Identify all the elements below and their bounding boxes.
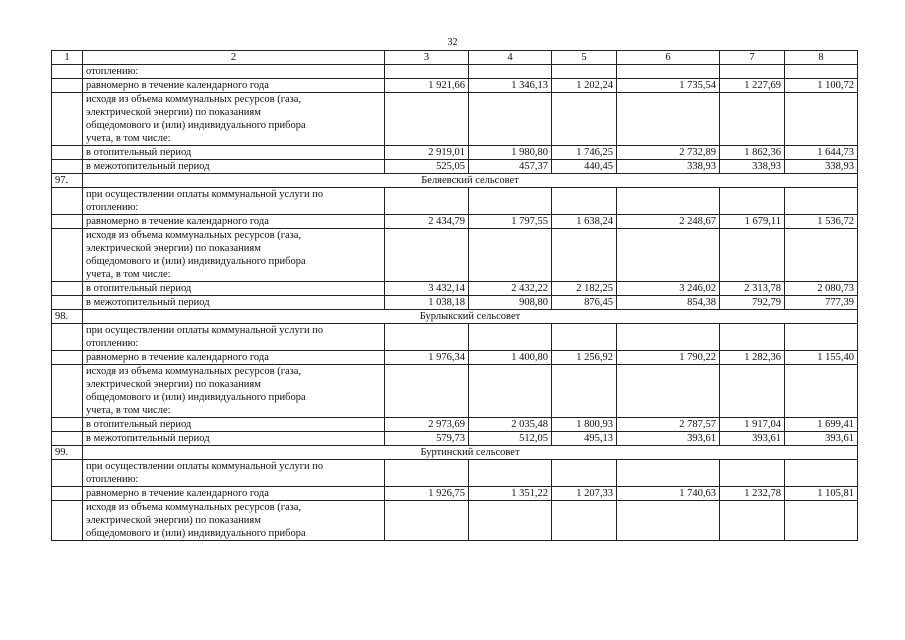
value-cell: 1 638,24 xyxy=(552,215,617,229)
index-cell xyxy=(52,365,83,418)
value-cell: 908,80 xyxy=(469,296,552,310)
description-cell xyxy=(83,460,385,487)
value-cell: 338,93 xyxy=(617,160,720,174)
value-cell: 512,05 xyxy=(469,432,552,446)
description-line: отоплению: xyxy=(86,474,139,485)
value-cell: 1 862,36 xyxy=(720,146,785,160)
value-cell: 2 080,73 xyxy=(785,282,858,296)
value-cell: 2 182,25 xyxy=(552,282,617,296)
description-line: учета, в том числе: xyxy=(86,133,171,144)
description-text: в межотопительный период xyxy=(86,297,210,308)
value-cell: 1 917,04 xyxy=(720,418,785,432)
value-cell xyxy=(552,501,617,541)
header-row xyxy=(52,51,858,65)
value-cell: 1 232,78 xyxy=(720,487,785,501)
description-line: электрической энергии) по показаниям xyxy=(86,107,261,118)
value-cell: 1 038,18 xyxy=(385,296,469,310)
table-body xyxy=(52,51,858,541)
value-cell: 2 787,57 xyxy=(617,418,720,432)
value-cell xyxy=(469,229,552,282)
value-cell xyxy=(785,229,858,282)
table-row xyxy=(52,65,858,79)
value-cell: 495,13 xyxy=(552,432,617,446)
description-cell xyxy=(83,65,385,79)
description-cell xyxy=(83,79,385,93)
value-cell: 3 432,14 xyxy=(385,282,469,296)
value-cell: 1 976,34 xyxy=(385,351,469,365)
value-cell xyxy=(469,188,552,215)
description-text: равномерно в течение календарного года xyxy=(86,216,269,227)
value-cell: 1 790,22 xyxy=(617,351,720,365)
section-title: Беляевский сельсовет xyxy=(83,174,858,188)
index-cell xyxy=(52,229,83,282)
description-line: электрической энергии) по показаниям xyxy=(86,515,261,526)
value-cell: 1 536,72 xyxy=(785,215,858,229)
value-cell: 2 919,01 xyxy=(385,146,469,160)
description-text: в отопительный период xyxy=(86,419,192,430)
value-cell: 2 248,67 xyxy=(617,215,720,229)
description-line: отоплению: xyxy=(86,66,139,77)
value-cell: 1 699,41 xyxy=(785,418,858,432)
description-text: в межотопительный период xyxy=(86,161,210,172)
value-cell: 579,73 xyxy=(385,432,469,446)
value-cell xyxy=(617,460,720,487)
description-cell xyxy=(83,160,385,174)
column-header: 2 xyxy=(83,51,385,65)
value-cell xyxy=(617,365,720,418)
value-cell xyxy=(785,460,858,487)
value-cell xyxy=(617,65,720,79)
value-cell xyxy=(785,324,858,351)
section-index: 98. xyxy=(52,310,83,324)
value-cell xyxy=(617,324,720,351)
description-line: отоплению: xyxy=(86,338,139,349)
value-cell: 393,61 xyxy=(617,432,720,446)
value-cell xyxy=(385,365,469,418)
value-cell xyxy=(552,460,617,487)
value-cell xyxy=(469,93,552,146)
table-row xyxy=(52,296,858,310)
table-row xyxy=(52,282,858,296)
description-cell xyxy=(83,93,385,146)
value-cell: 1 735,54 xyxy=(617,79,720,93)
table-row xyxy=(52,418,858,432)
value-cell: 777,39 xyxy=(785,296,858,310)
table-row xyxy=(52,460,858,487)
table-row xyxy=(52,215,858,229)
table-row xyxy=(52,79,858,93)
index-cell xyxy=(52,487,83,501)
value-cell xyxy=(617,229,720,282)
page-number: 32 xyxy=(447,37,458,48)
description-line: учета, в том числе: xyxy=(86,269,171,280)
description-line: учета, в том числе: xyxy=(86,405,171,416)
description-cell xyxy=(83,418,385,432)
description-cell xyxy=(83,501,385,541)
value-cell xyxy=(385,501,469,541)
description-line: исходя из объема коммунальных ресурсов (газа, xyxy=(86,94,302,105)
value-cell: 2 313,78 xyxy=(720,282,785,296)
index-cell xyxy=(52,65,83,79)
value-cell xyxy=(720,188,785,215)
description-text: равномерно в течение календарного года xyxy=(86,352,269,363)
description-line: при осуществлении оплаты коммунальной услуги по xyxy=(86,461,324,472)
section-index: 97. xyxy=(52,174,83,188)
value-cell: 1 921,66 xyxy=(385,79,469,93)
table-row xyxy=(52,188,858,215)
value-cell xyxy=(469,501,552,541)
table-row xyxy=(52,432,858,446)
table-row xyxy=(52,365,858,418)
index-cell xyxy=(52,282,83,296)
description-line: общедомового и (или) индивидуального прибора xyxy=(86,256,306,267)
value-cell xyxy=(552,365,617,418)
column-header: 7 xyxy=(720,51,785,65)
value-cell xyxy=(552,188,617,215)
section-title: Бурлыкский сельсовет xyxy=(83,310,858,324)
value-cell xyxy=(469,65,552,79)
table-row xyxy=(52,93,858,146)
value-cell: 854,38 xyxy=(617,296,720,310)
index-cell xyxy=(52,93,83,146)
value-cell xyxy=(552,324,617,351)
index-cell xyxy=(52,418,83,432)
value-cell xyxy=(385,460,469,487)
description-cell xyxy=(83,324,385,351)
value-cell: 1 346,13 xyxy=(469,79,552,93)
value-cell xyxy=(552,65,617,79)
description-line: исходя из объема коммунальных ресурсов (газа, xyxy=(86,366,302,377)
description-cell xyxy=(83,487,385,501)
index-cell xyxy=(52,460,83,487)
value-cell xyxy=(469,324,552,351)
index-cell xyxy=(52,146,83,160)
value-cell: 338,93 xyxy=(785,160,858,174)
value-cell: 2 973,69 xyxy=(385,418,469,432)
table-row xyxy=(52,160,858,174)
value-cell xyxy=(785,365,858,418)
value-cell xyxy=(469,365,552,418)
value-cell xyxy=(385,65,469,79)
description-line: исходя из объема коммунальных ресурсов (газа, xyxy=(86,230,302,241)
value-cell: 792,79 xyxy=(720,296,785,310)
value-cell: 1 100,72 xyxy=(785,79,858,93)
description-line: при осуществлении оплаты коммунальной услуги по xyxy=(86,325,324,336)
value-cell xyxy=(385,188,469,215)
description-cell xyxy=(83,282,385,296)
index-cell xyxy=(52,432,83,446)
index-cell xyxy=(52,188,83,215)
description-text: в отопительный период xyxy=(86,147,192,158)
value-cell: 1 227,69 xyxy=(720,79,785,93)
value-cell xyxy=(720,93,785,146)
value-cell: 1 679,11 xyxy=(720,215,785,229)
index-cell xyxy=(52,79,83,93)
value-cell xyxy=(552,93,617,146)
description-cell xyxy=(83,432,385,446)
description-line: отоплению: xyxy=(86,202,139,213)
value-cell: 2 432,22 xyxy=(469,282,552,296)
value-cell xyxy=(385,324,469,351)
column-header: 8 xyxy=(785,51,858,65)
description-line: общедомового и (или) индивидуального прибора xyxy=(86,120,306,131)
value-cell: 1 400,80 xyxy=(469,351,552,365)
value-cell: 1 155,40 xyxy=(785,351,858,365)
value-cell: 3 246,02 xyxy=(617,282,720,296)
value-cell xyxy=(785,65,858,79)
value-cell xyxy=(469,460,552,487)
column-header: 1 xyxy=(52,51,83,65)
value-cell: 393,61 xyxy=(720,432,785,446)
value-cell xyxy=(385,93,469,146)
tariff-table xyxy=(51,50,858,541)
table-row xyxy=(52,487,858,501)
index-cell xyxy=(52,296,83,310)
column-header: 6 xyxy=(617,51,720,65)
description-cell xyxy=(83,188,385,215)
value-cell: 1 926,75 xyxy=(385,487,469,501)
table-row xyxy=(52,229,858,282)
value-cell: 2 732,89 xyxy=(617,146,720,160)
index-cell xyxy=(52,215,83,229)
table-row xyxy=(52,146,858,160)
column-header: 3 xyxy=(385,51,469,65)
section-row xyxy=(52,310,858,324)
index-cell xyxy=(52,160,83,174)
value-cell xyxy=(785,501,858,541)
description-text: в межотопительный период xyxy=(86,433,210,444)
description-cell xyxy=(83,215,385,229)
description-line: общедомового и (или) индивидуального прибора xyxy=(86,528,306,539)
description-text: в отопительный период xyxy=(86,283,192,294)
description-text: равномерно в течение календарного года xyxy=(86,488,269,499)
index-cell xyxy=(52,324,83,351)
description-cell xyxy=(83,296,385,310)
value-cell xyxy=(552,229,617,282)
value-cell: 525,05 xyxy=(385,160,469,174)
value-cell: 393,61 xyxy=(785,432,858,446)
value-cell: 1 644,73 xyxy=(785,146,858,160)
section-index: 99. xyxy=(52,446,83,460)
value-cell xyxy=(617,188,720,215)
value-cell xyxy=(617,93,720,146)
column-header: 4 xyxy=(469,51,552,65)
column-header: 5 xyxy=(552,51,617,65)
value-cell xyxy=(617,501,720,541)
value-cell: 1 800,93 xyxy=(552,418,617,432)
value-cell: 1 746,25 xyxy=(552,146,617,160)
value-cell xyxy=(720,229,785,282)
table-row xyxy=(52,324,858,351)
value-cell: 1 282,36 xyxy=(720,351,785,365)
table-row xyxy=(52,351,858,365)
index-cell xyxy=(52,501,83,541)
description-cell xyxy=(83,351,385,365)
description-line: при осуществлении оплаты коммунальной услуги по xyxy=(86,189,324,200)
value-cell xyxy=(720,365,785,418)
value-cell: 457,37 xyxy=(469,160,552,174)
value-cell xyxy=(720,460,785,487)
value-cell: 876,45 xyxy=(552,296,617,310)
value-cell xyxy=(785,188,858,215)
table-row xyxy=(52,501,858,541)
description-cell xyxy=(83,229,385,282)
description-cell xyxy=(83,365,385,418)
description-cell xyxy=(83,146,385,160)
value-cell: 440,45 xyxy=(552,160,617,174)
section-title: Буртинский сельсовет xyxy=(83,446,858,460)
description-line: электрической энергии) по показаниям xyxy=(86,379,261,390)
value-cell: 1 256,92 xyxy=(552,351,617,365)
section-row xyxy=(52,174,858,188)
value-cell: 1 797,55 xyxy=(469,215,552,229)
value-cell: 1 105,81 xyxy=(785,487,858,501)
value-cell: 1 202,24 xyxy=(552,79,617,93)
value-cell: 2 035,48 xyxy=(469,418,552,432)
value-cell: 1 207,33 xyxy=(552,487,617,501)
value-cell xyxy=(785,93,858,146)
value-cell: 338,93 xyxy=(720,160,785,174)
value-cell: 1 351,22 xyxy=(469,487,552,501)
description-line: электрической энергии) по показаниям xyxy=(86,243,261,254)
section-row xyxy=(52,446,858,460)
description-line: общедомового и (или) индивидуального прибора xyxy=(86,392,306,403)
description-text: равномерно в течение календарного года xyxy=(86,80,269,91)
description-line: исходя из объема коммунальных ресурсов (газа, xyxy=(86,502,302,513)
value-cell xyxy=(720,324,785,351)
value-cell: 1 740,63 xyxy=(617,487,720,501)
value-cell: 2 434,79 xyxy=(385,215,469,229)
value-cell: 1 980,80 xyxy=(469,146,552,160)
value-cell xyxy=(720,65,785,79)
value-cell xyxy=(720,501,785,541)
index-cell xyxy=(52,351,83,365)
value-cell xyxy=(385,229,469,282)
